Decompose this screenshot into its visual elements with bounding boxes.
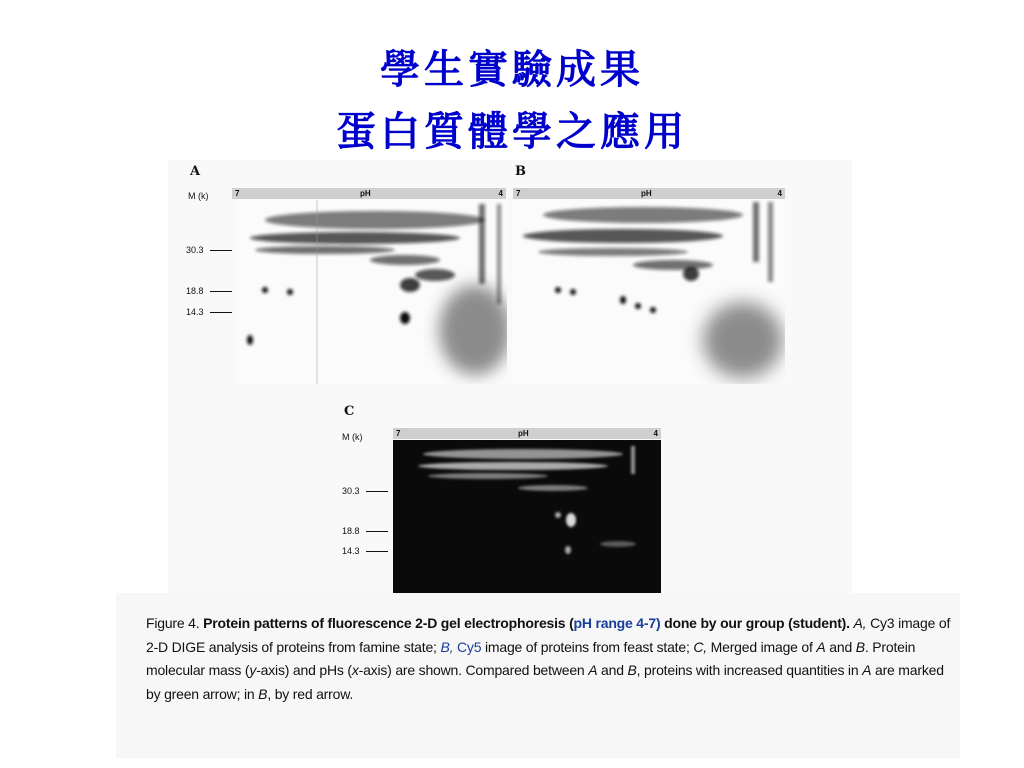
caption-seg-c6: are marked by green arrow; in [146,662,944,702]
gel-image-b [513,200,785,384]
caption-b3: B [258,685,268,702]
caption-c-label: C, [693,638,707,655]
ph-right: 4 [498,189,503,198]
caption-b1: B [855,638,865,655]
ph-left: 7 [235,189,240,198]
caption-fig-no: Figure 4. [146,615,200,631]
caption-x: x [351,662,359,678]
gel-image-c [393,440,661,595]
caption-a-label: A, [853,615,867,631]
ph-label: pH [518,429,529,438]
panel-c-mass-label: M (k) [342,432,363,442]
caption-and1: and [829,638,853,655]
slide-title: 學生實驗成果 [380,46,644,93]
caption-and2: and [601,662,624,678]
panel-b-ph-bar [513,188,785,199]
caption-b2: B [627,662,637,678]
ph-label: pH [360,189,371,198]
marker-c-0: 30.3 [342,486,388,496]
figure-caption [146,612,956,706]
slide-subtitle: 蛋白質體學之應用 [336,108,688,155]
gel-b-spots [513,200,785,384]
panel-c-ph-bar [393,428,661,439]
caption-a3: A [862,662,872,678]
panel-b-letter: B [515,164,526,179]
caption-seg-c2: . Protein molecular mass ( [146,638,916,678]
panel-a-mass-label: M (k) [188,191,209,201]
caption-seg-b: image of proteins from feast state; [484,638,690,655]
caption-seg-c3: -axis) and pHs ( [256,662,352,678]
caption-b-label: B, [440,638,454,655]
caption-bold-2: done by our group (student). [664,615,850,631]
ph-right: 4 [777,189,782,198]
gel-a-spots [235,200,507,384]
ph-left: 7 [516,189,521,198]
marker-a-2: 14.3 [186,307,232,317]
marker-a-1: 18.8 [186,286,232,296]
caption-ph-range: pH range 4-7) [573,615,661,631]
marker-c-2: 14.3 [342,546,388,556]
marker-c-1: 18.8 [342,526,388,536]
caption-seg-a: Cy3 image of 2-D DIGE analysis of proteins from famine state; [146,615,951,655]
caption-y: y [249,662,257,678]
caption-seg-c5: , proteins with increased quantities in [636,662,859,678]
marker-a-0: 30.3 [186,245,232,255]
panel-a-ph-bar [232,188,506,199]
caption-seg-c4: -axis) are shown. Compared between [358,662,585,678]
panel-a-letter: A [190,164,201,179]
caption-bold-1: Protein patterns of fluorescence 2-D gel electrophoresis ( [203,615,574,631]
gel-c-spots [393,440,661,595]
caption-a2: A [588,662,598,678]
caption-seg-c7: , by red arrow. [267,685,354,702]
ph-left: 7 [396,429,401,438]
gel-image-a [235,200,507,384]
panel-c-letter: C [344,404,355,419]
caption-a1: A [816,638,826,655]
caption-seg-c1: Merged image of [710,638,813,655]
caption-cy5: Cy5 [456,638,482,655]
ph-right: 4 [653,429,658,438]
ph-label: pH [641,189,652,198]
